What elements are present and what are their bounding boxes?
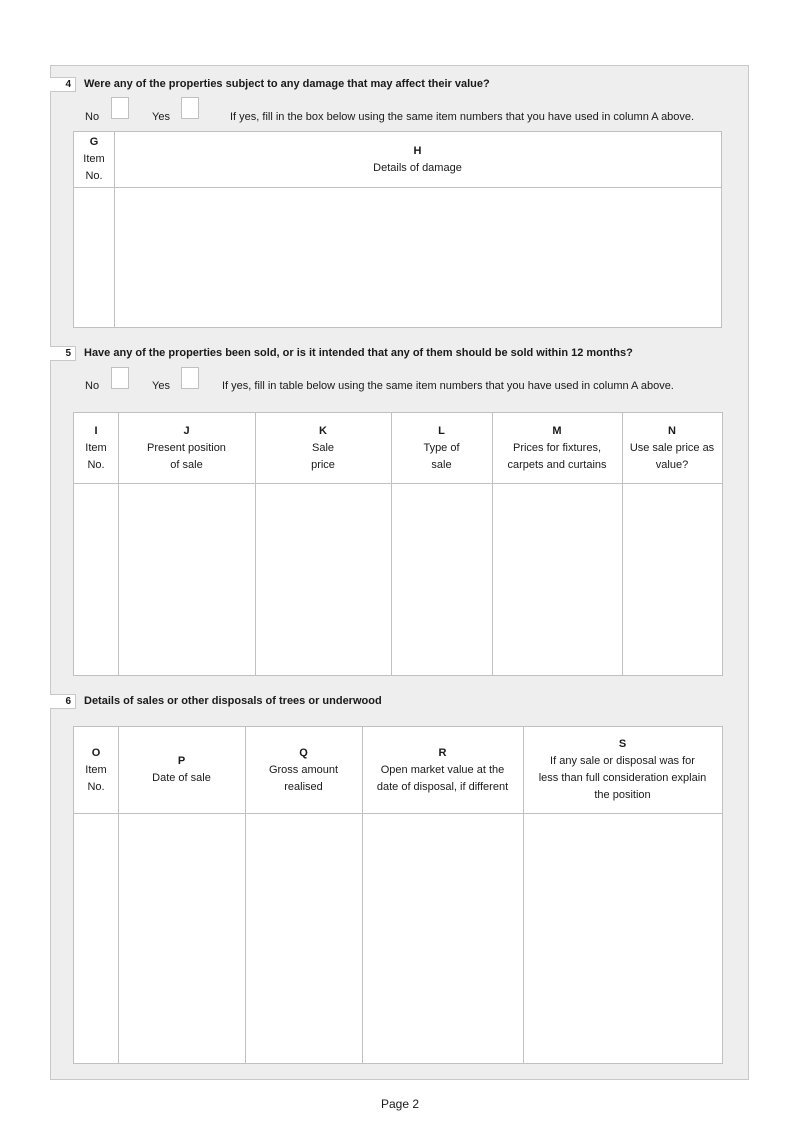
column-g-label-line2: No. — [85, 170, 103, 182]
column-r-label-line2: date of disposal, if different — [376, 780, 509, 793]
sales-use-sale-price-field[interactable] — [623, 484, 722, 675]
column-r-letter: R — [438, 746, 447, 759]
q4-yes-label: Yes — [152, 111, 170, 123]
column-s-label-line1: If any sale or disposal was for — [550, 755, 695, 767]
column-j-header — [118, 413, 255, 483]
sales-table — [73, 412, 723, 676]
q4-no-checkbox[interactable] — [111, 97, 129, 119]
column-o-letter: O — [91, 746, 101, 759]
column-q-label-line2: realised — [284, 780, 323, 793]
column-g-header — [74, 132, 114, 187]
column-h-letter: H — [413, 144, 422, 157]
column-m-label-line1: Prices for fixtures, — [512, 441, 602, 454]
sales-item-no-field[interactable] — [74, 484, 118, 675]
column-m-label-line2: carpets and curtains — [507, 458, 607, 471]
column-m-letter: M — [552, 424, 562, 437]
page-number: Page 2 — [380, 1097, 420, 1111]
column-n-label-line1: Use sale price as — [629, 441, 715, 454]
disposals-gross-amount-field[interactable] — [246, 814, 362, 1063]
q4-yes-checkbox[interactable] — [181, 97, 199, 119]
column-i-label-line2: No. — [87, 458, 105, 471]
question-5-text: Have any of the properties been sold, or is it intended that any of them should be sold within 12 months? — [84, 347, 633, 359]
column-s-label-line3: the position — [594, 789, 651, 801]
column-m-header — [492, 413, 622, 483]
column-h-header — [114, 132, 721, 187]
sales-present-position-field[interactable] — [119, 484, 255, 675]
damage-item-no-field[interactable] — [74, 188, 114, 327]
column-j-label-line1: Present position — [147, 441, 226, 454]
q4-instruction: If yes, fill in the box below using the same item numbers that you have used in column A above. — [230, 111, 695, 123]
disposals-explanation-field[interactable] — [524, 814, 722, 1063]
damage-table — [73, 131, 722, 328]
column-k-label-line1: Sale — [311, 441, 335, 454]
column-p-label: Date of sale — [152, 772, 211, 784]
column-p-header — [118, 727, 245, 813]
column-i-letter: I — [94, 424, 98, 437]
question-number-6: 6 — [50, 694, 76, 709]
column-n-header — [622, 413, 722, 483]
question-number-4: 4 — [50, 77, 76, 92]
column-q-letter: Q — [299, 746, 308, 759]
column-o-label-line1: Item — [85, 763, 107, 776]
column-g-label-line1: Item — [83, 153, 105, 165]
column-o-header — [74, 727, 118, 813]
column-n-label-line2: value? — [655, 458, 689, 471]
question-4-text: Were any of the properties subject to any damage that may affect their value? — [84, 78, 490, 90]
column-k-label-line2: price — [311, 458, 335, 471]
column-p-letter: P — [177, 755, 186, 767]
column-s-label-line2: less than full consideration explain — [538, 772, 707, 784]
q4-no-label: No — [85, 111, 100, 123]
q5-yes-checkbox[interactable] — [181, 367, 199, 389]
question-6-text: Details of sales or other disposals of trees or underwood — [84, 695, 382, 707]
disposals-item-no-field[interactable] — [74, 814, 118, 1063]
column-o-label-line2: No. — [87, 780, 105, 793]
column-l-label-line2: sale — [431, 458, 452, 471]
column-r-label-line1: Open market value at the — [380, 763, 505, 776]
q5-no-label: No — [85, 380, 100, 392]
column-s-header — [523, 727, 722, 813]
sales-type-of-sale-field[interactable] — [392, 484, 492, 675]
column-j-letter: J — [183, 424, 190, 437]
column-i-label-line1: Item — [85, 441, 107, 454]
column-j-label-line2: of sale — [170, 458, 203, 471]
column-l-letter: L — [438, 424, 445, 437]
column-r-header — [362, 727, 523, 813]
q5-yes-label: Yes — [152, 380, 170, 392]
column-q-header — [245, 727, 362, 813]
disposals-date-of-sale-field[interactable] — [119, 814, 245, 1063]
question-number-5: 5 — [50, 346, 76, 361]
q5-no-checkbox[interactable] — [111, 367, 129, 389]
column-i-header — [74, 413, 118, 483]
disposals-table — [73, 726, 723, 1064]
column-k-letter: K — [319, 424, 327, 437]
column-l-label-line1: Type of — [423, 441, 460, 454]
column-h-label: Details of damage — [373, 161, 462, 174]
column-q-label-line1: Gross amount — [268, 763, 339, 776]
sales-sale-price-field[interactable] — [256, 484, 391, 675]
column-k-header — [255, 413, 391, 483]
disposals-open-market-value-field[interactable] — [363, 814, 523, 1063]
damage-details-field[interactable] — [115, 188, 721, 327]
q5-instruction: If yes, fill in table below using the same item numbers that you have used in column A above. — [222, 380, 674, 392]
column-s-letter: S — [618, 738, 627, 750]
column-g-letter: G — [89, 136, 99, 148]
column-n-letter: N — [668, 424, 676, 437]
column-l-header — [391, 413, 492, 483]
sales-fixtures-prices-field[interactable] — [493, 484, 622, 675]
